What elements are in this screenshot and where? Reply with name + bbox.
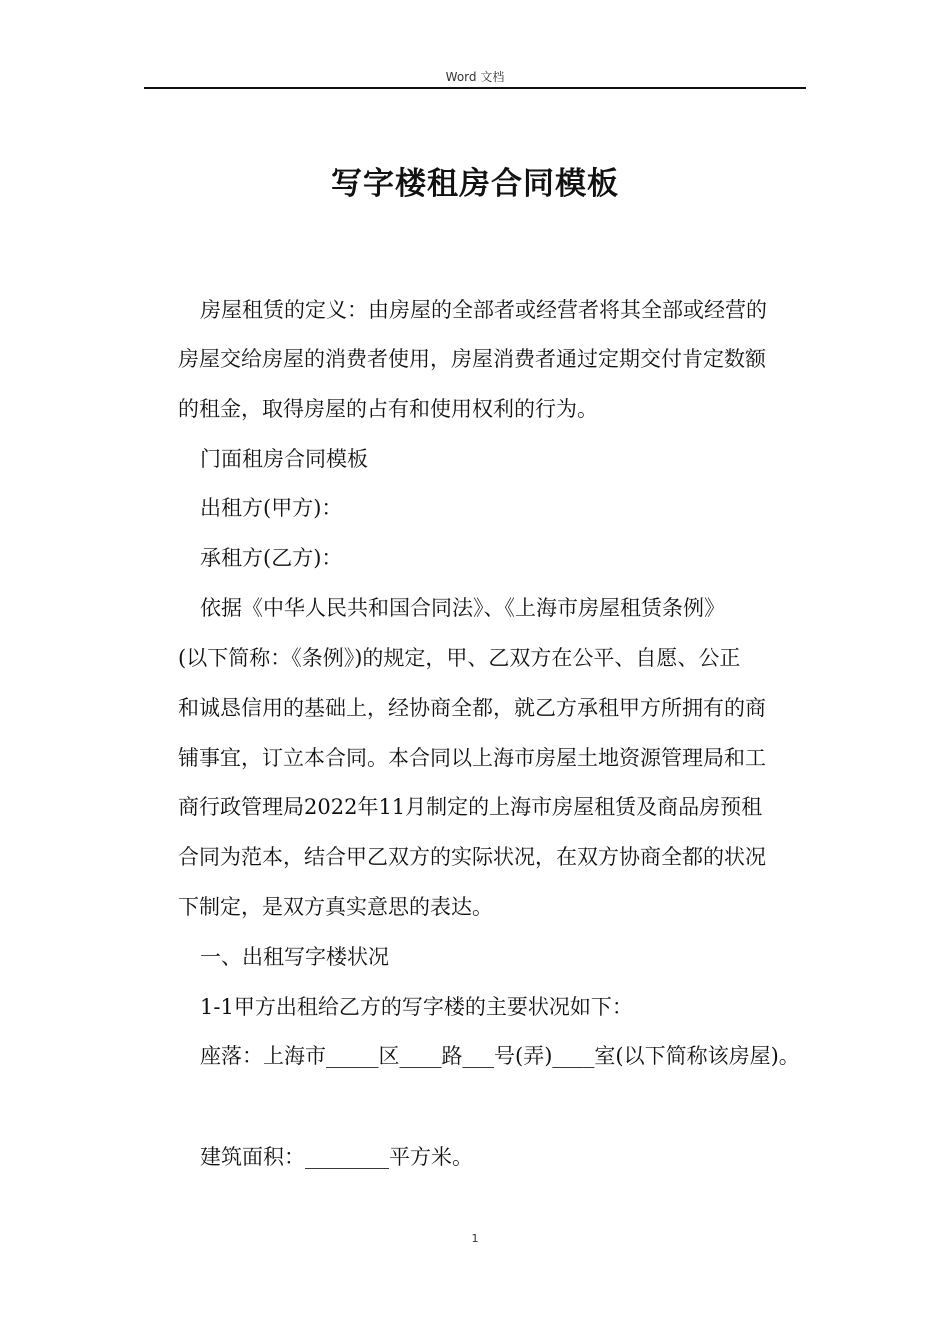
header-rule [144, 87, 806, 89]
paragraph-line: 出租方(甲方)： [200, 496, 343, 520]
paragraph-line: 门面租房合同模板 [200, 447, 368, 471]
paragraph-line: 房屋交给房屋的消费者使用，房屋消费者通过定期交付肯定数额 [178, 347, 766, 371]
paragraph-line: 铺事宜，订立本合同。本合同以上海市房屋土地资源管理局和工 [178, 746, 766, 770]
paragraph-line: 商行政管理局2022年11月制定的上海市房屋租赁及商品房预租 [178, 795, 763, 819]
paragraph-line: 合同为范本，结合甲乙双方的实际状况，在双方协商全都的状况 [178, 845, 766, 869]
page-header-label: Word 文档 [445, 70, 505, 84]
page-number: 1 [471, 1232, 479, 1245]
paragraph-line: 1-1甲方出租给乙方的写字楼的主要状况如下： [200, 995, 633, 1019]
paragraph-line: 承租方(乙方)： [200, 546, 343, 570]
paragraph-line: 和诚恳信用的基础上，经协商全都，就乙方承租甲方所拥有的商 [178, 696, 766, 720]
paragraph-line: 一、出租写字楼状况 [200, 945, 389, 969]
paragraph-line: 的租金，取得房屋的占有和使用权利的行为。 [178, 397, 598, 421]
paragraph-line: 座落：上海市_____区____路___号(弄)____室(以下简称该房屋)。 [200, 1044, 800, 1068]
paragraph-line: 依据《中华人民共和国合同法》、《上海市房屋租赁条例》 [200, 596, 725, 620]
document-title: 写字楼租房合同模板 [331, 166, 619, 202]
paragraph-line: 下制定，是双方真实意思的表达。 [178, 895, 493, 919]
paragraph-line: (以下简称：《条例》)的规定，甲、乙双方在公平、自愿、公正 [178, 646, 741, 670]
paragraph-line: 房屋租赁的定义：由房屋的全部者或经营者将其全部或经营的 [200, 298, 767, 322]
paragraph-line: 建筑面积：________平方米。 [200, 1145, 473, 1169]
